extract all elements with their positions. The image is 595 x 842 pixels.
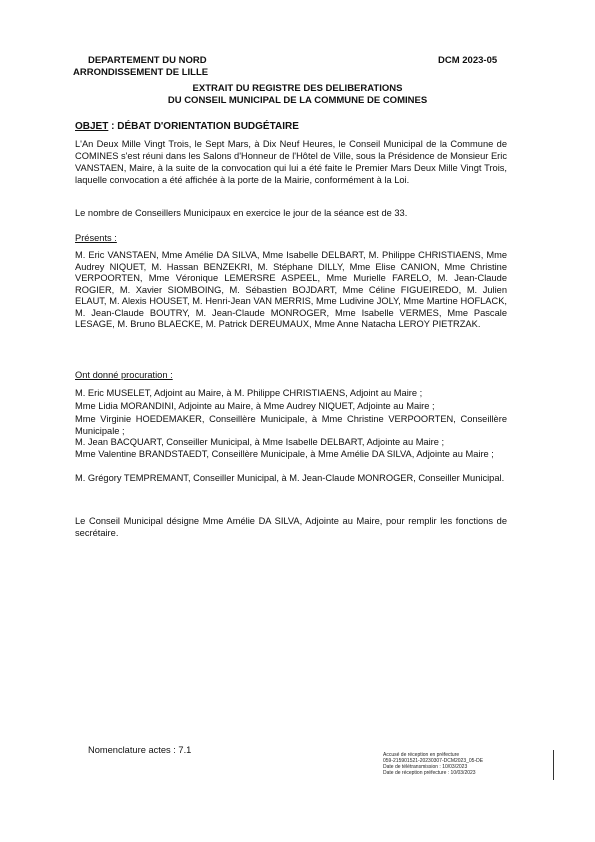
objet-text: : DÉBAT D'ORIENTATION BUDGÉTAIRE <box>108 121 299 132</box>
stamp-line: Date de réception préfecture : 10/03/2023 <box>383 770 476 776</box>
objet-heading <box>75 121 299 132</box>
procuration-entry: M. Jean BACQUART, Conseiller Municipal, à Mme Isabelle DELBART, Adjointe au Maire ; <box>75 437 445 447</box>
secretaire-paragraph: Le Conseil Municipal désigne Mme Amélie DA SILVA, Adjointe au Maire, pour remplir les fonctions de secrétaire. <box>75 516 507 538</box>
procuration-entry: Mme Virginie HOEDEMAKER, Conseillère Municipale, à Mme Christine VERPOORTEN, Conseillère Municipale ; <box>75 414 507 436</box>
prefecture-stamp <box>383 752 561 778</box>
stamp-line: Date de télétransmission : 10/03/2023 <box>383 764 468 770</box>
presents-list: M. Eric VANSTAEN, Mme Amélie DA SILVA, Mme Isabelle DELBART, M. Philippe CHRISTIAENS, Mme Audrey NIQUET, M. Hassan BENZEKRI, M. Stéphane DILLY, Mme Elise CANION, Mme Christine VERPOORTEN, Mme Véronique LEMERSRE ASPEEL, Mme Murielle FARELO, M. Jean-Claude ROGIER, M. Xavier SIOMBOING, M. Sébastien BOJDART, Mme Céline FIGUEIREDO, M. Julien ELAUT, M. Alexis HOUSET, M. Henri-Jean VAN MERRIS, Mme Ludivine JOLY, Mme Martine HOFLACK, M. Jean-Claude BOUTRY, M. Jean-Claude MONROGER, Mme Isabelle VERMES, Mme Pascale LESAGE, M. Bruno BLAECKE, M. Patrick DEREUMAUX, Mme Anne Natacha LEROY PIETRZAK. <box>75 250 507 329</box>
procuration-entry: M. Grégory TEMPREMANT, Conseiller Municipal, à M. Jean-Claude MONROGER, Conseiller Municipal. <box>75 473 505 483</box>
reference-number: DCM 2023-05 <box>438 55 498 66</box>
document-title-line1: EXTRAIT DU REGISTRE DES DELIBERATIONS <box>192 83 403 94</box>
stamp-line: Accusé de réception en préfecture <box>383 752 460 758</box>
arrondissement-line: ARRONDISSEMENT DE LILLE <box>73 67 209 78</box>
procuration-entry: Mme Lidia MORANDINI, Adjointe au Maire, à Mme Audrey NIQUET, Adjointe au Maire ; <box>75 401 435 411</box>
procuration-entry: Mme Valentine BRANDSTAEDT, Conseillère Municipale, à Mme Amélie DA SILVA, Adjointe au Maire ; <box>75 449 494 459</box>
procuration-label: Ont donné procuration : <box>75 370 173 380</box>
stamp-border <box>553 750 554 780</box>
intro-paragraph: L'An Deux Mille Vingt Trois, le Sept Mars, à Dix Neuf Heures, le Conseil Municipal de la Commune de COMINES s'est réuni dans les Salons d'Honneur de l'Hôtel de Ville, sous la Présidence de Monsieur Eric VANSTAEN, Maire, à la suite de la convocation qui lui a été faite le Premier Mars Deux Mille Vingt Trois, laquelle convocation a été affichée à la porte de la Mairie, conformément à la Loi. <box>75 139 507 185</box>
nomenclature-actes: Nomenclature actes : 7.1 <box>88 745 192 755</box>
procuration-entry: M. Eric MUSELET, Adjoint au Maire, à M. Philippe CHRISTIAENS, Adjoint au Maire ; <box>75 388 423 398</box>
stamp-line: 059-215901521-20230307-DCM2023_05-DE <box>383 758 484 764</box>
department-line: DEPARTEMENT DU NORD <box>88 55 207 66</box>
objet-label: OBJET <box>75 121 109 132</box>
conseillers-count: Le nombre de Conseillers Municipaux en exercice le jour de la séance est de 33. <box>75 208 408 218</box>
presents-label: Présents : <box>75 233 117 243</box>
document-title-line2: DU CONSEIL MUNICIPAL DE LA COMMUNE DE COMINES <box>167 95 428 106</box>
